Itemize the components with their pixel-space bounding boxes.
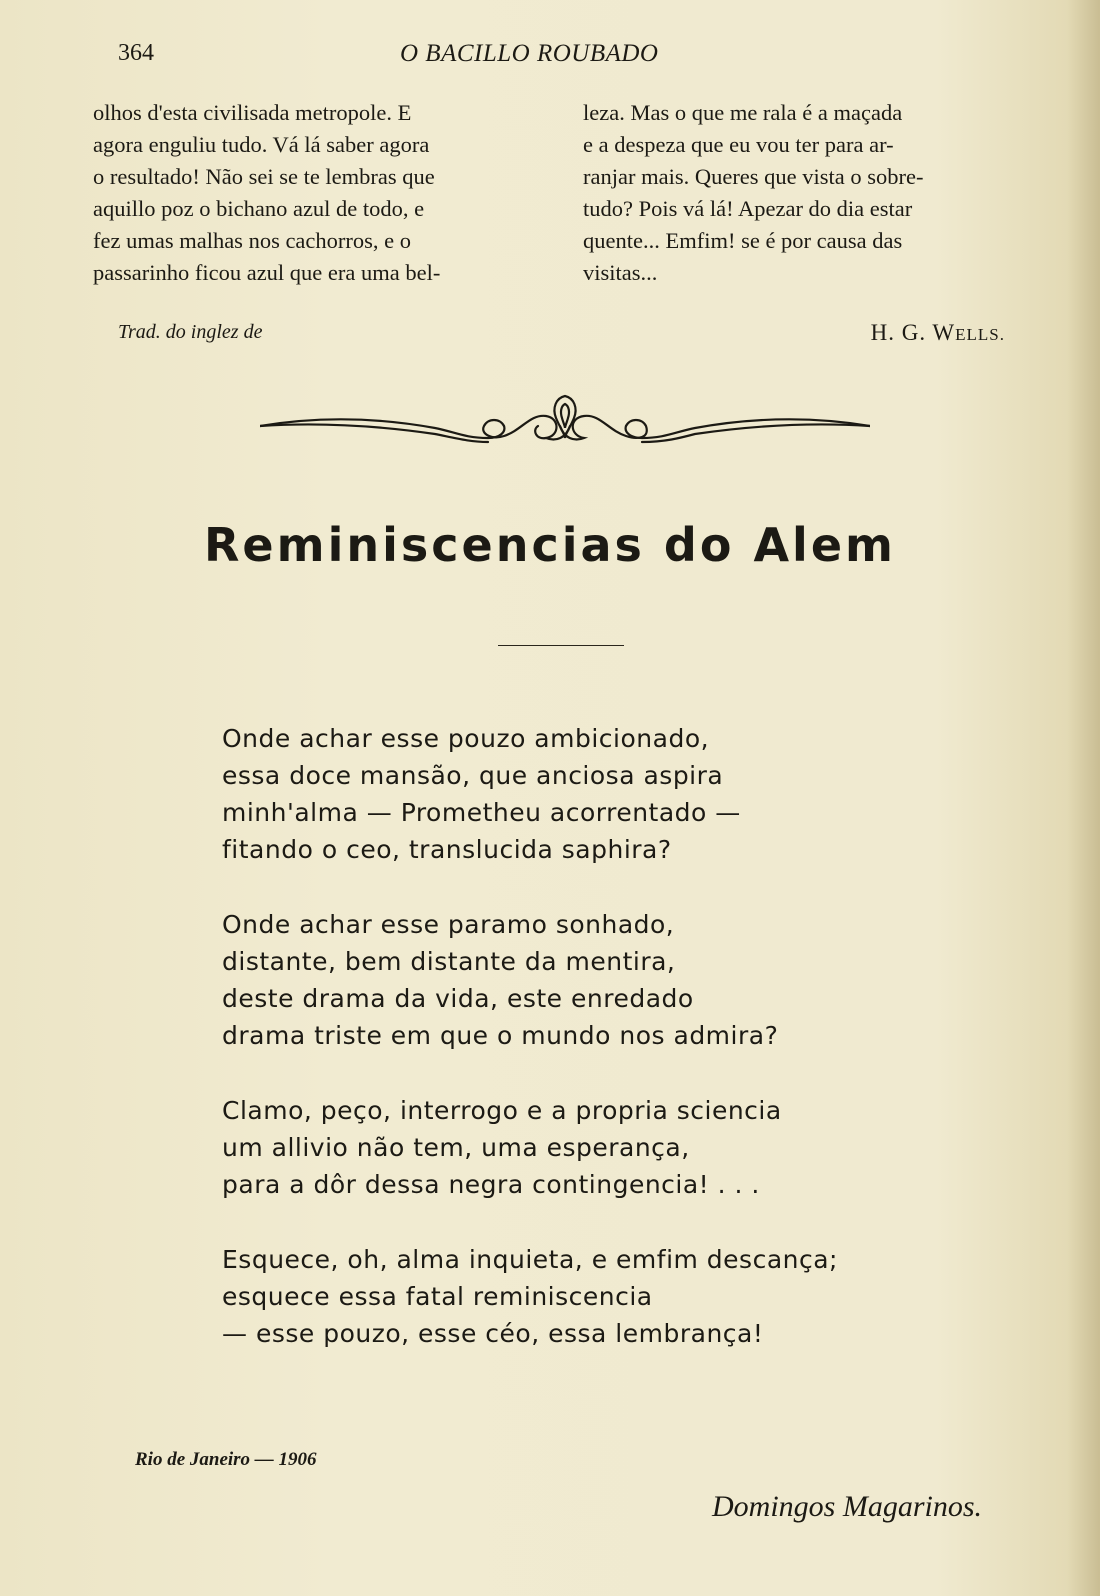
story-author bbox=[871, 320, 1005, 346]
poem-line: um allivio não tem, uma esperança, bbox=[222, 1133, 690, 1162]
poem-line: deste drama da vida, este enredado bbox=[222, 984, 694, 1013]
poet-signature: Domingos Magarinos. bbox=[711, 1490, 982, 1523]
poem-line: — esse pouzo, esse céo, essa lembrança! bbox=[222, 1319, 764, 1348]
poem-line: essa doce mansão, que anciosa aspira bbox=[222, 761, 724, 790]
poem-title: Reminiscencias do Alem bbox=[204, 518, 896, 572]
author-surname: ELLS. bbox=[955, 325, 1005, 344]
scroll-ornament-icon bbox=[260, 388, 870, 458]
text-line: aquillo poz o bichano azul de todo, e bbox=[93, 196, 425, 221]
text-line: quente... Emfim! se é por causa das bbox=[583, 228, 903, 253]
poem-line: drama triste em que o mundo nos admira? bbox=[222, 1021, 779, 1050]
poem-line: Onde achar esse pouzo ambicionado, bbox=[222, 724, 710, 753]
poem-line: para a dôr dessa negra contingencia! . . . bbox=[222, 1170, 760, 1199]
title-divider bbox=[498, 645, 624, 646]
stanza bbox=[222, 906, 838, 1054]
text-line: ranjar mais. Queres que vista o sobre- bbox=[583, 164, 924, 189]
poem-body bbox=[222, 720, 838, 1390]
stanza bbox=[222, 1241, 838, 1352]
text-line: visitas... bbox=[583, 260, 658, 285]
stanza bbox=[222, 1092, 838, 1203]
poem-line: Clamo, peço, interrogo e a propria sciencia bbox=[222, 1096, 782, 1125]
text-line: leza. Mas o que me rala é a maçada bbox=[583, 100, 903, 125]
text-line: e a despeza que eu vou ter para ar- bbox=[583, 132, 894, 157]
author-initials: H. G. W bbox=[870, 320, 956, 345]
text-line: fez umas malhas nos cachorros, e o bbox=[93, 228, 412, 253]
poem-line: Esquece, oh, alma inquieta, e emfim descança; bbox=[222, 1245, 838, 1274]
text-line: olhos d'esta civilisada metropole. E bbox=[93, 100, 412, 125]
left-column bbox=[93, 97, 543, 289]
poem-line: fitando o ceo, translucida saphira? bbox=[222, 835, 672, 864]
text-line: agora enguliu tudo. Vá lá saber agora bbox=[93, 132, 430, 157]
stanza bbox=[222, 720, 838, 868]
text-line: tudo? Pois vá lá! Apezar do dia estar bbox=[583, 196, 913, 221]
text-line: passarinho ficou azul que era uma bel- bbox=[93, 260, 441, 285]
page-number: 364 bbox=[118, 40, 154, 66]
text-line: o resultado! Não sei se te lembras que bbox=[93, 164, 435, 189]
place-date: Rio de Janeiro — 1906 bbox=[135, 1449, 317, 1470]
poem-line: distante, bem distante da mentira, bbox=[222, 947, 676, 976]
right-column bbox=[583, 97, 1030, 289]
poem-line: minh'alma — Prometheu acorrentado — bbox=[222, 798, 741, 827]
poem-line: esquece essa fatal reminiscencia bbox=[222, 1282, 653, 1311]
translation-note: Trad. do inglez de bbox=[118, 321, 263, 343]
running-title: O BACILLO ROUBADO bbox=[400, 40, 659, 67]
poem-line: Onde achar esse paramo sonhado, bbox=[222, 910, 675, 939]
